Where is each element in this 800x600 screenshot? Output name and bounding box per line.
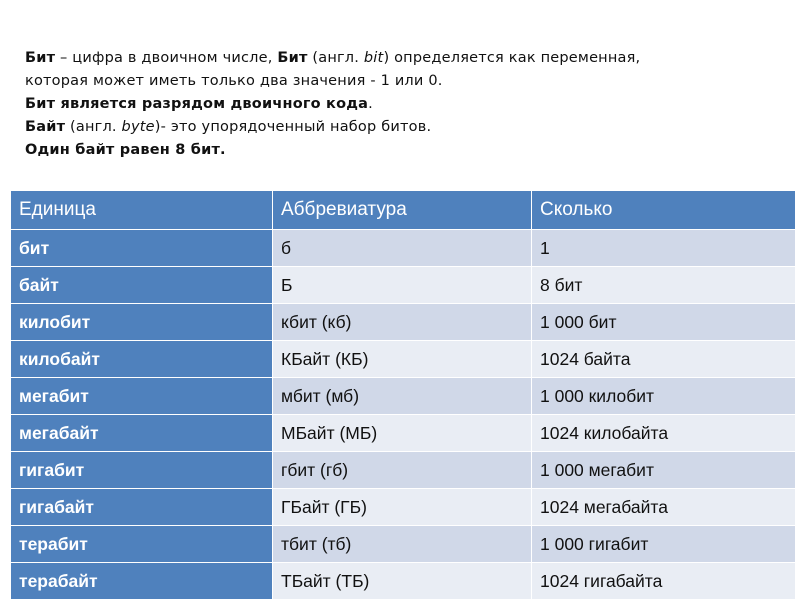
intro-line-5: Один байт равен 8 бит. [25, 142, 226, 158]
table-row [11, 452, 795, 489]
table-row [11, 415, 795, 452]
intro-text-span: ) определяется как переменная, [383, 50, 641, 66]
cell-abbreviation: гбит (гб) [273, 452, 532, 489]
cell-abbreviation: ГБайт (ГБ) [273, 489, 532, 526]
table-row [11, 341, 795, 378]
cell-amount: 1024 мегабайта [532, 489, 795, 526]
cell-unit: гигабит [11, 452, 273, 489]
cell-amount: 1 000 гигабит [532, 526, 795, 563]
cell-amount: 1 000 мегабит [532, 452, 795, 489]
term-bit: Бит [25, 50, 56, 66]
cell-abbreviation: кбит (кб) [273, 304, 532, 341]
intro-line-1 [25, 47, 785, 70]
table-row [11, 489, 795, 526]
header-amount: Сколько [532, 191, 795, 230]
cell-unit: терабит [11, 526, 273, 563]
cell-unit: мегабит [11, 378, 273, 415]
intro-text-span: – цифра в двоичном числе, [55, 50, 278, 66]
intro-line-2: которая может иметь только два значения - 1 или 0. [25, 73, 443, 89]
table-row [11, 563, 795, 600]
cell-unit: килобит [11, 304, 273, 341]
intro-text-span: )- это упорядоченный набор битов. [154, 119, 432, 135]
intro-line-3 [25, 93, 785, 116]
header-abbreviation: Аббревиатура [273, 191, 532, 230]
term-bit: Бит [277, 50, 308, 66]
intro-line-4 [25, 116, 785, 139]
units-table [11, 191, 795, 600]
intro-text-span: . [368, 96, 373, 112]
cell-unit: килобайт [11, 341, 273, 378]
cell-abbreviation: б [273, 230, 532, 267]
term-byte-english: byte [121, 119, 155, 135]
header-unit: Единица [11, 191, 273, 230]
cell-unit: байт [11, 267, 273, 304]
cell-amount: 1 000 бит [532, 304, 795, 341]
cell-abbreviation: КБайт (КБ) [273, 341, 532, 378]
cell-abbreviation: мбит (мб) [273, 378, 532, 415]
cell-unit: терабайт [11, 563, 273, 600]
intro-text-span: (англ. [65, 119, 122, 135]
table-row [11, 378, 795, 415]
table-row [11, 526, 795, 563]
table-row [11, 304, 795, 341]
cell-amount: 1024 килобайта [532, 415, 795, 452]
cell-amount: 8 бит [532, 267, 795, 304]
cell-abbreviation: тбит (тб) [273, 526, 532, 563]
cell-amount: 1024 байта [532, 341, 795, 378]
cell-amount: 1024 гигабайта [532, 563, 795, 600]
cell-unit: бит [11, 230, 273, 267]
table-row [11, 267, 795, 304]
intro-text [25, 47, 785, 162]
cell-abbreviation: ТБайт (ТБ) [273, 563, 532, 600]
cell-abbreviation: Б [273, 267, 532, 304]
table-header-row [11, 191, 795, 230]
cell-abbreviation: МБайт (МБ) [273, 415, 532, 452]
cell-amount: 1 [532, 230, 795, 267]
intro-statement-bold: Бит является разрядом двоичного кода [25, 96, 369, 112]
table-row [11, 230, 795, 267]
term-bit-english: bit [363, 50, 384, 66]
cell-unit: гигабайт [11, 489, 273, 526]
intro-text-span: (англ. [307, 50, 364, 66]
cell-unit: мегабайт [11, 415, 273, 452]
cell-amount: 1 000 килобит [532, 378, 795, 415]
term-byte: Байт [25, 119, 66, 135]
